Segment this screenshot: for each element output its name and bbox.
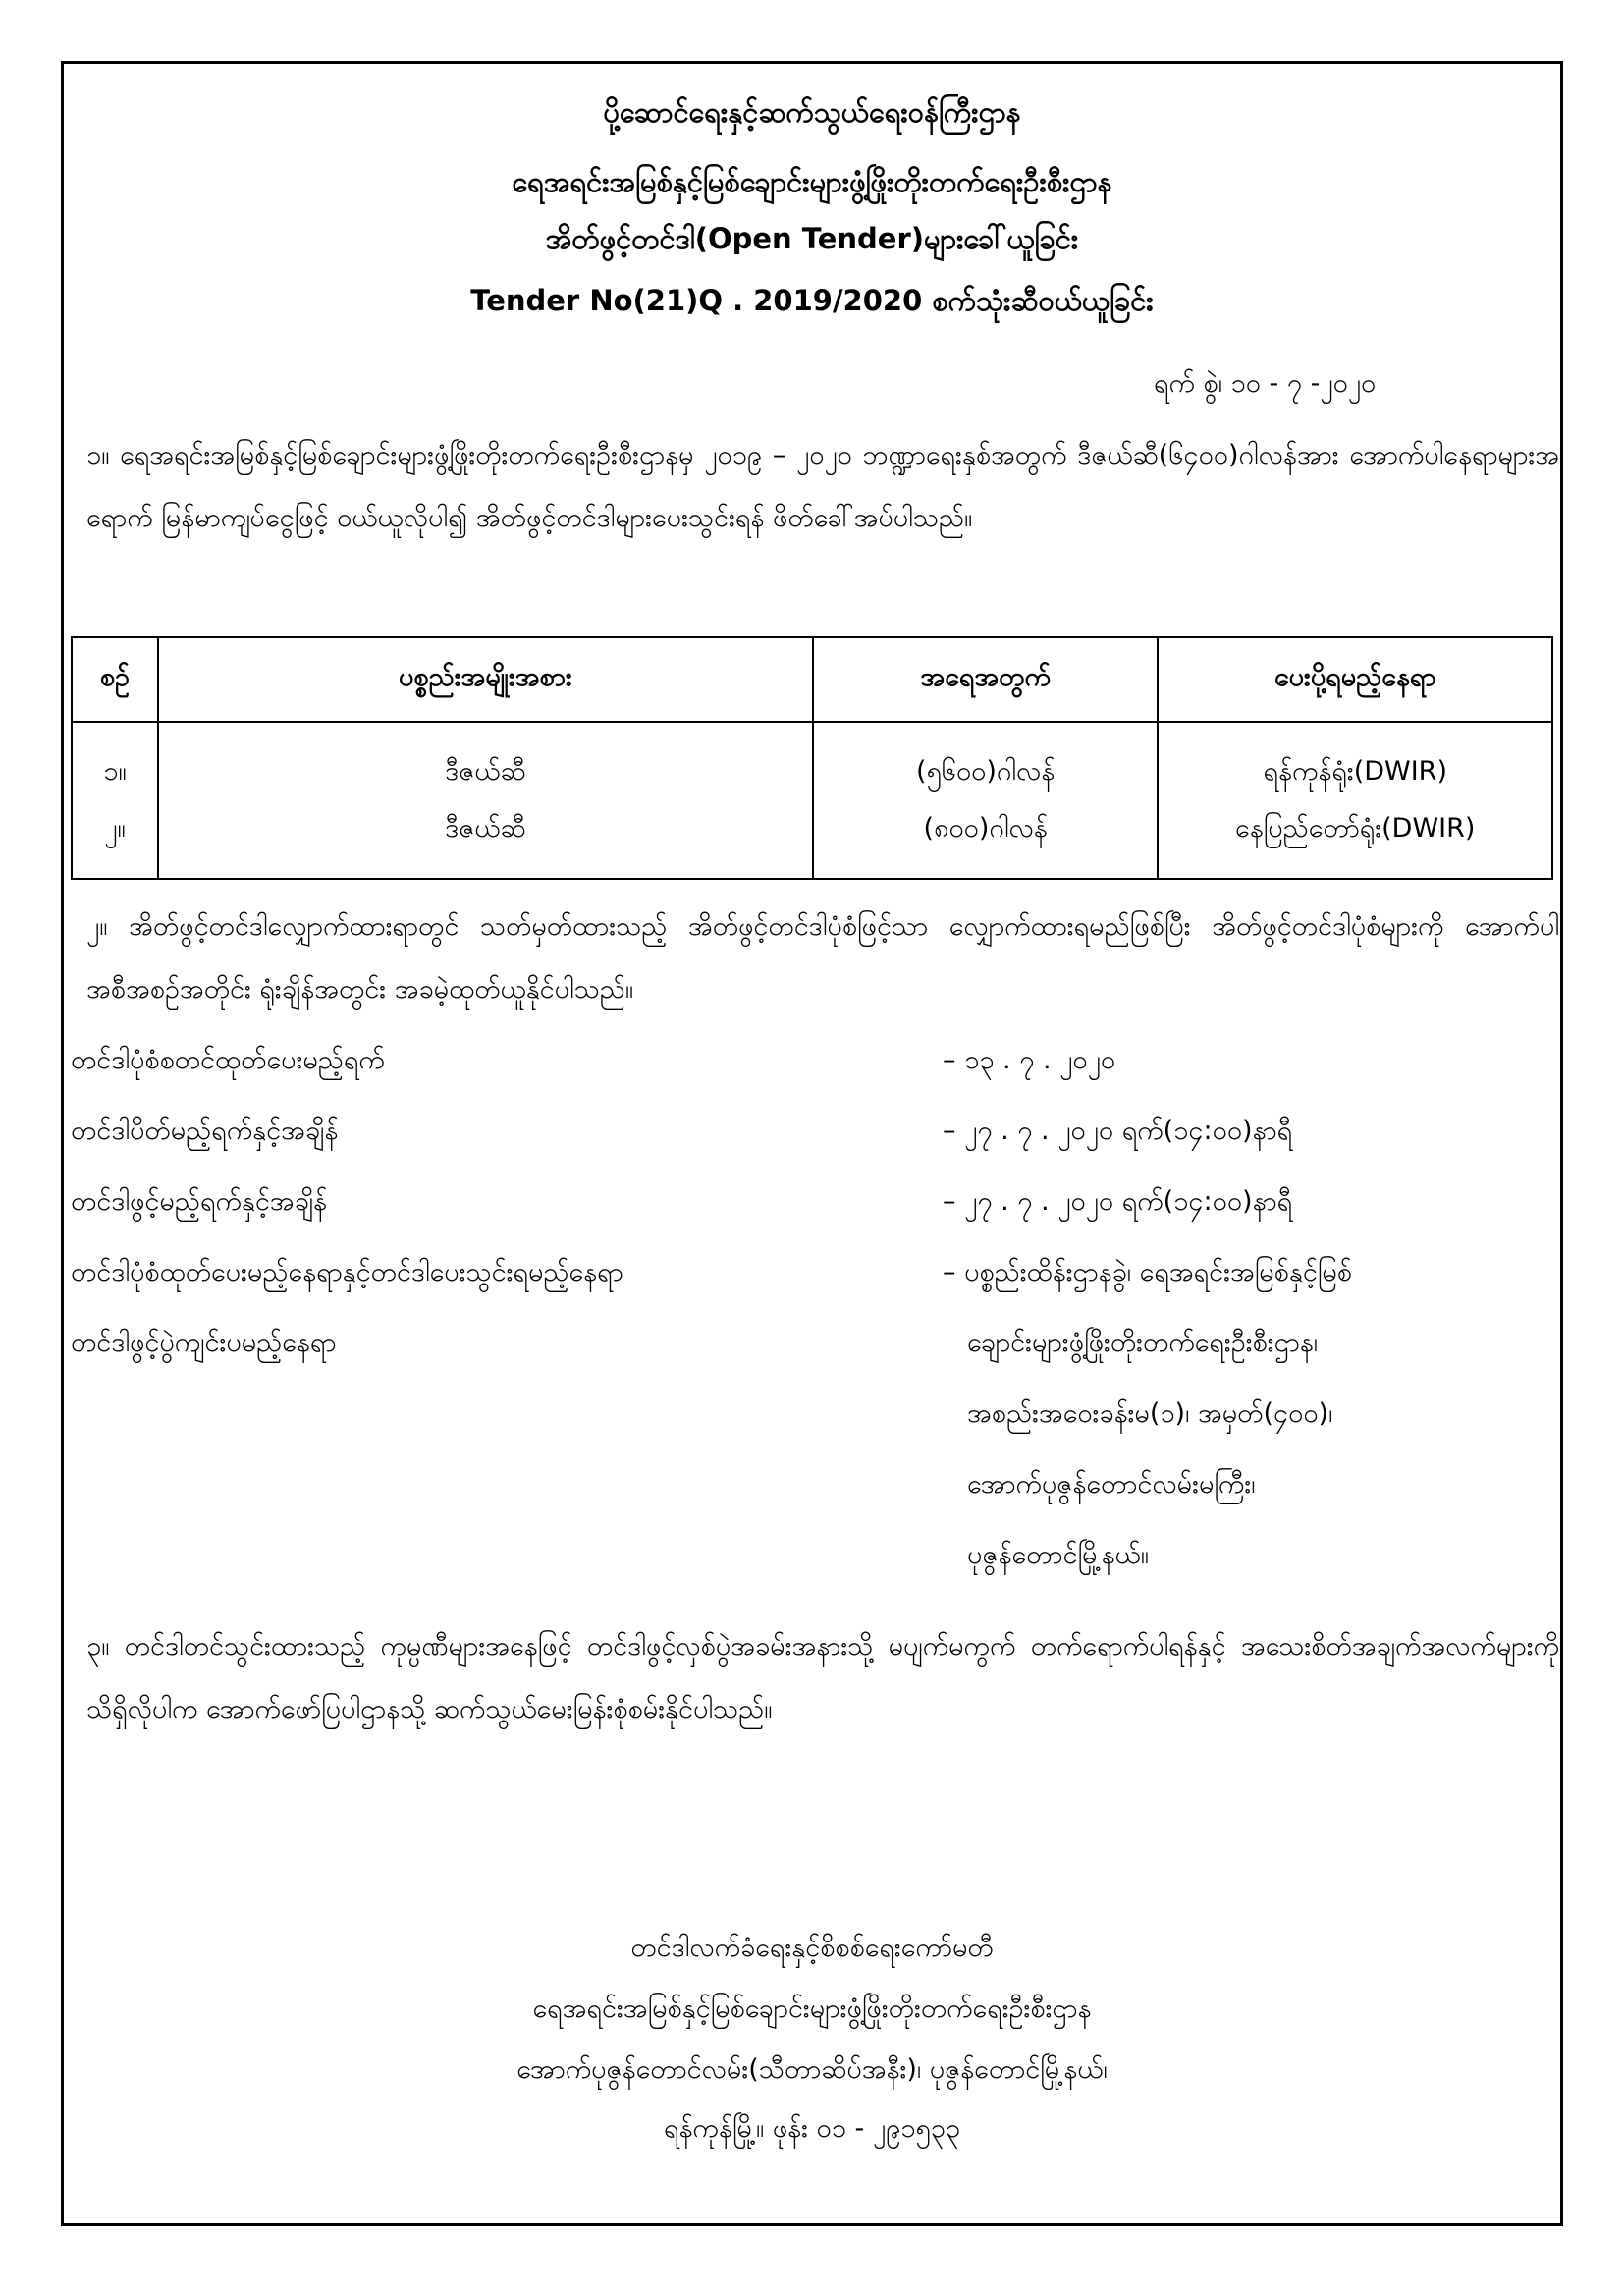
paragraph-2: ၂။ အိတ်ဖွင့်တင်ဒါလျှောက်ထားရာတွင် သတ်မှတ်ထားသည့် အိတ်ဖွင့်တင်ဒါပုံစံဖြင့်သာ လျှောက်ထားရမည်ဖြစ်ပြီး အိတ်ဖွင့်တင်ဒါပုံစံများကို အောက်ပါအစီအစဉ်အတိုင်း ရုံးချိန်အတွင်း အခမဲ့ထုတ်ယူနိုင်ပါသည်။ [86,911,1559,1005]
table-row [72,722,1552,879]
signature-address: အောက်ပုဇွန်တောင်လမ်း(သီတာဆိပ်အနီး)၊ ပုဇွန်တောင်မြို့နယ်၊ [516,2054,1108,2085]
row-2-delivery: နေပြည်တော်ရုံး(DWIR) [1235,813,1476,844]
row-1-quantity: (၅၆၀၀)ဂါလန် [916,756,1056,787]
signature-department: ရေအရင်းအမြစ်နှင့်မြစ်ချောင်းများဖွံ့ဖြိုးတိုးတက်ရေးဦးစီးဌာန [532,1994,1092,2024]
signature-city-phone: ရန်ကုန်မြို့။ ဖုန်း ၀၁ - ၂၉၁၅၃၃ [663,2113,961,2144]
address-line-2: အောက်ပုဇွန်တောင်လမ်းမကြီး၊ [967,1469,1256,1500]
row-2-no: ၂။ [104,813,126,844]
cell-item [158,722,813,879]
schedule-value-2: – ၂၇ . ၇ . ၂၀၂၀ ရက်(၁၄:၀၀)နာရီ [943,1116,1293,1146]
items-table [71,636,1553,880]
cell-delivery [1158,722,1552,879]
col-header-quantity: အရေအတွက် [813,637,1159,722]
paragraph-3: ၃။ တင်ဒါတင်သွင်းထားသည့် ကုမ္ပဏီများအနေဖြင့် တင်ဒါဖွင့်လှစ်ပွဲအခမ်းအနားသို့ မပျက်မကွက် တက်ရောက်ပါရန်နှင့် အသေးစိတ်အချက်အလက်များကို သိရှိလိုပါက အောက်ဖော်ပြပါဌာနသို့ ဆက်သွယ်မေးမြန်းစုံစမ်းနိုင်ပါသည်။ [86,1631,1559,1724]
row-1-no: ၁။ [103,756,127,787]
department-title: ရေအရင်းအမြစ်နှင့်မြစ်ချောင်းများဖွံ့ဖြိုးတိုးတက်ရေးဦးစီးဌာန [512,165,1112,198]
address-line-1: အစည်းအဝေးခန်းမ(၁)၊ အမှတ်(၄၀၀)၊ [967,1398,1333,1429]
schedule-label-2: တင်ဒါပိတ်မည့်ရက်နှင့်အချိန် [71,1116,339,1146]
schedule-value-5: ချောင်းများဖွံ့ဖြိုးတိုးတက်ရေးဦးစီးဌာန၊ [967,1328,1318,1358]
paragraph-1: ၁။ ရေအရင်းအမြစ်နှင့်မြစ်ချောင်းများဖွံ့ဖြိုးတိုးတက်ရေးဦးစီးဌာနမှ ၂၀၁၉ – ၂၀၂၀ ဘဏ္ဍာရေးနှစ်အတွက် ဒီဇယ်ဆီ(၆၄၀၀)ဂါလန်အား အောက်ပါနေရာများအရောက် မြန်မာကျပ်ငွေဖြင့် ဝယ်ယူလိုပါ၍ အိတ်ဖွင့်တင်ဒါများပေးသွင်းရန် ဖိတ်ခေါ်အပ်ပါသည်။ [86,440,1559,533]
schedule-value-1: – ၁၃ . ၇ . ၂၀၂၀ [943,1045,1116,1075]
date-line: ရက် စွဲ၊ ၁၀ - ၇ -၂၀၂၀ [1154,368,1377,399]
col-header-delivery: ပေးပို့ရမည့်နေရာ [1158,637,1552,722]
schedule-value-4: – ပစ္စည်းထိန်းဌာနခွဲ၊ ရေအရင်းအမြစ်နှင့်မြစ် [943,1257,1352,1287]
signature-committee: တင်ဒါလက်ခံရေးနှင့်စိစစ်ရေးကော်မတီ [630,1933,994,1963]
schedule-label-4: တင်ဒါပုံစံထုတ်ပေးမည့်နေရာနှင့်တင်ဒါပေးသွင်းရမည့်နေရာ [71,1257,623,1287]
col-header-no: စဉ် [72,637,158,722]
schedule-value-3: – ၂၇ . ၇ . ၂၀၂၀ ရက်(၁၄:၀၀)နာရီ [943,1186,1293,1217]
schedule-label-3: တင်ဒါဖွင့်မည့်ရက်နှင့်အချိန် [71,1186,328,1217]
tender-call-title: အိတ်ဖွင့်တင်ဒါ(Open Tender)များခေါ်ယူခြင်း [545,222,1079,255]
tender-number: Tender No(21)Q . 2019/2020 စက်သုံးဆီဝယ်ယူခြင်း [470,284,1154,317]
ministry-title: ပို့ဆောင်ရေးနှင့်ဆက်သွယ်ရေးဝန်ကြီးဌာန [603,95,1021,129]
row-1-item: ဒီဇယ်ဆီ [445,756,526,787]
address-line-3: ပုဇွန်တောင်မြို့နယ်။ [967,1540,1149,1570]
schedule-label-5: တင်ဒါဖွင့်ပွဲကျင်းပမည့်နေရာ [71,1328,337,1358]
cell-quantity [813,722,1159,879]
table-header-row [72,637,1552,722]
row-1-delivery: ရန်ကုန်ရုံး(DWIR) [1263,756,1447,787]
row-2-quantity: (၈၀၀)ဂါလန် [923,813,1048,844]
col-header-item: ပစ္စည်းအမျိုးအစား [158,637,813,722]
row-2-item: ဒီဇယ်ဆီ [445,813,526,844]
schedule-label-1: တင်ဒါပုံစံစတင်ထုတ်ပေးမည့်ရက် [71,1045,385,1075]
cell-no [72,722,158,879]
